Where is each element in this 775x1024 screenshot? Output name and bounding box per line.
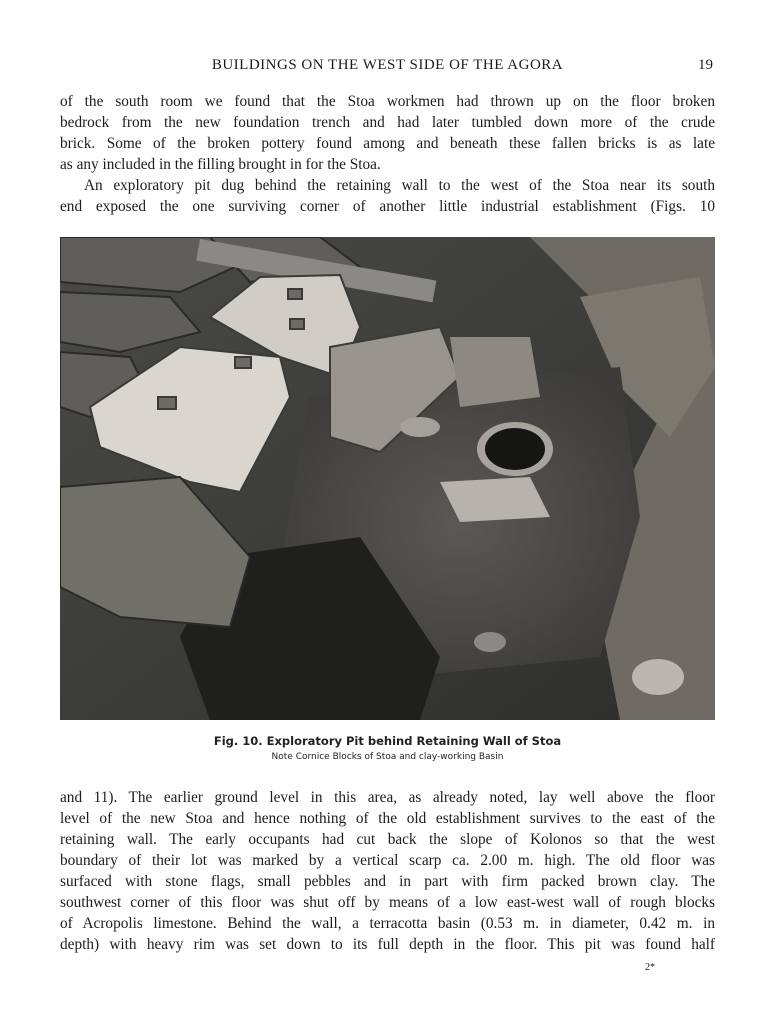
page-number: 19: [698, 57, 713, 73]
text-line: southwest corner of this floor was shut off by means of a low east-west wall of rough blocks: [60, 894, 715, 911]
text-line: level of the new Stoa and hence nothing of the old establishment survives to the east of the: [60, 810, 715, 827]
text-line: and 11). The earlier ground level in this area, as already noted, lay well above the floor: [60, 789, 715, 806]
text-line: of Acropolis limestone. Behind the wall, a terracotta basin (0.53 m. in diameter, 0.42 m. in: [60, 915, 715, 932]
text-line: boundary of their lot was marked by a vertical scarp ca. 2.00 m. high. The old floor was: [60, 852, 715, 869]
photo-illustration: [60, 237, 715, 720]
text-line: of the south room we found that the Stoa workmen had thrown up on the floor broken: [60, 93, 715, 110]
text-line: bedrock from the new foundation trench and had later tumbled down more of the crude: [60, 114, 715, 131]
excavation-photograph: [60, 237, 715, 720]
text-line: retaining wall. The early occupants had cut back the slope of Kolonos so that the west: [60, 831, 715, 848]
text-line: An exploratory pit dug behind the retaining wall to the west of the Stoa near its south: [84, 177, 715, 194]
bottom-paragraph: [60, 787, 715, 955]
figure-subcaption: Note Cornice Blocks of Stoa and clay-working Basin: [271, 752, 504, 762]
text-line: as any included in the filling brought in for the Stoa.: [60, 156, 381, 173]
signature-mark: 2*: [645, 962, 655, 973]
figure-caption: Fig. 10. Exploratory Pit behind Retaining Wall of Stoa: [213, 734, 562, 748]
text-line: surfaced with stone flags, small pebbles and in part with firm packed brown clay. The: [60, 873, 715, 890]
running-head: [60, 57, 715, 77]
text-line: depth) with heavy rim was set down to its full depth in the floor. This pit was found half: [60, 936, 715, 953]
text-line: end exposed the one surviving corner of another little industrial establishment (Figs. 10: [60, 198, 715, 215]
running-title: BUILDINGS ON THE WEST SIDE OF THE AGORA: [211, 57, 564, 73]
top-paragraph: [60, 91, 715, 217]
text-line: brick. Some of the broken pottery found among and beneath these fallen bricks is as late: [60, 135, 715, 152]
